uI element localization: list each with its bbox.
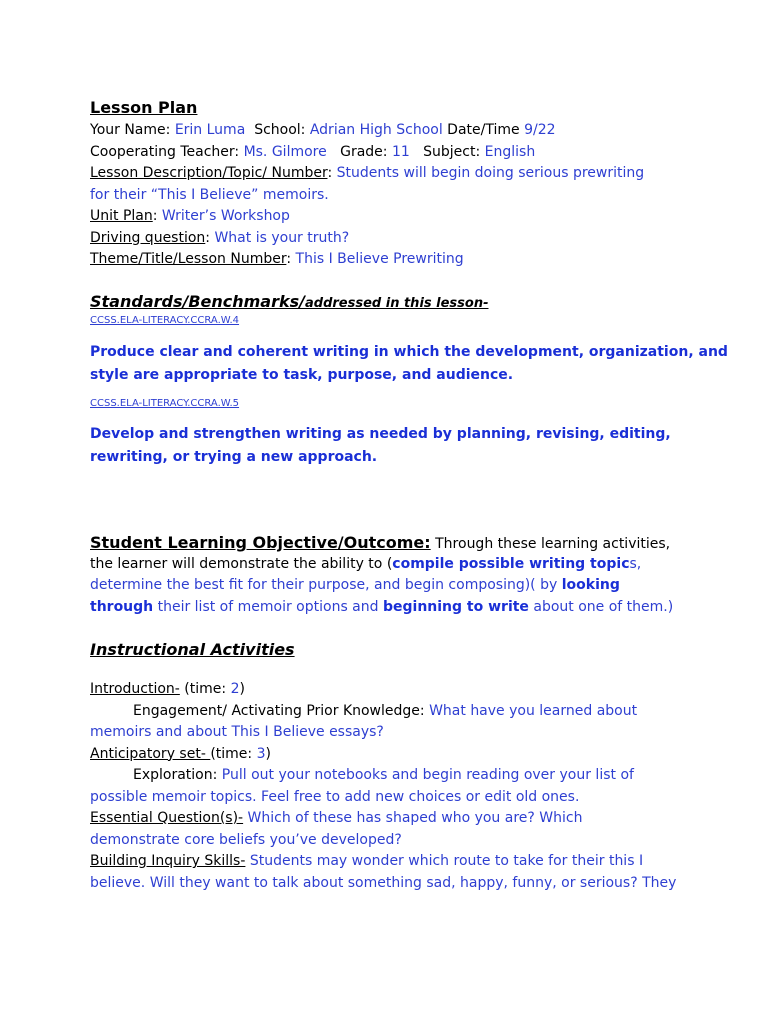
date-label: Date/Time <box>447 122 520 138</box>
anticipatory-label: Anticipatory set- <box>90 745 211 762</box>
lesson-plan-section <box>90 96 690 271</box>
essential-value-2: demonstrate core beliefs you’ve developed? <box>90 831 402 848</box>
cooperating-line <box>90 142 690 164</box>
objective-intro: Through these learning activities, <box>435 536 671 552</box>
activities-section <box>90 638 690 894</box>
school-label: School: <box>254 122 306 138</box>
objective-emphasis: looking <box>561 577 620 593</box>
unit-line: Unit Plan: Writer’s Workshop <box>90 208 290 224</box>
time-close: ) <box>239 681 245 697</box>
time-value: 3 <box>256 745 266 762</box>
cooperating-value: Ms. Gilmore <box>243 143 327 160</box>
objective-text: the learner will demonstrate the ability to ( <box>90 555 393 572</box>
objective-emphasis: beginning to write <box>382 598 529 615</box>
objective-emphasis: compile possible writing topic <box>392 555 630 572</box>
standards-heading: Standards/Benchmarks/ <box>90 292 305 311</box>
objective-text: about one of them.) <box>528 598 674 615</box>
theme-value: This I Believe Prewriting <box>295 251 464 267</box>
your-name-value: Erin Luma <box>174 122 246 138</box>
school-value: Adrian High School <box>309 122 443 138</box>
standard-text-line: style are appropriate to task, purpose, and audience. <box>90 367 514 383</box>
cooperating-label: Cooperating Teacher: <box>90 143 240 160</box>
time-value: 2 <box>230 681 240 697</box>
theme-label: Theme/Title/Lesson Number <box>90 251 287 267</box>
your-name-label: Your Name: <box>90 122 171 138</box>
unit-value: Writer’s Workshop <box>161 208 290 224</box>
time-close: ) <box>265 745 271 762</box>
standard-code-link[interactable]: CCSS.ELA-LITERACY.CCRA.W.5 <box>90 398 240 409</box>
introduction-label: Introduction- <box>90 681 180 697</box>
standard-text-line: Produce clear and coherent writing in which the development, organization, and <box>90 344 728 360</box>
activities-heading: Instructional Activities <box>90 640 295 659</box>
inquiry-label: Building Inquiry Skills- <box>90 853 246 869</box>
date-value: 9/22 <box>524 122 556 138</box>
exploration-value-1: Pull out your notebooks and begin reading over your list of <box>221 767 634 783</box>
engagement-value-1: What have you learned about <box>429 702 638 719</box>
name-line <box>90 120 690 142</box>
engagement-label: Engagement/ Activating Prior Knowledge: <box>133 702 430 719</box>
essential-label: Essential Question(s)- <box>90 810 244 826</box>
grade-value: 11 <box>391 143 410 160</box>
inquiry-value-1: Students may wonder which route to take for their this I <box>245 853 644 869</box>
standard-code-link[interactable]: CCSS.ELA-LITERACY.CCRA.W.4 <box>90 315 240 326</box>
driving-value: What is your truth? <box>214 229 350 246</box>
objective-text: s, <box>629 555 642 572</box>
driving-line: Driving question: What is your truth? <box>90 229 350 246</box>
time-label: (time: <box>210 745 257 762</box>
exploration-label: Exploration: <box>133 767 222 783</box>
subject-label: Subject: <box>423 143 481 160</box>
standards-section <box>90 291 728 469</box>
inquiry-value-2: believe. Will they want to talk about something sad, happy, funny, or serious? They <box>90 874 677 891</box>
objective-text: their list of memoir options and <box>153 598 383 615</box>
objective-heading: Student Learning Objective/Outcome: <box>90 533 431 552</box>
description-label: Lesson Description/Topic/ Number <box>90 165 328 181</box>
description-value-2: for their “This I Believe” memoirs. <box>90 186 329 203</box>
lesson-plan-title: Lesson Plan <box>90 98 198 117</box>
subject-value: English <box>484 143 536 160</box>
grade-label: Grade: <box>340 143 388 160</box>
exploration-value-2: possible memoir topics. Feel free to add new choices or edit old ones. <box>90 788 580 805</box>
standard-text-line: Develop and strengthen writing as needed by planning, revising, editing, <box>90 426 671 442</box>
objective-section <box>90 532 690 618</box>
standards-subheading: addressed in this lesson- <box>305 296 489 311</box>
standard-text-line: rewriting, or trying a new approach. <box>90 449 378 465</box>
driving-label: Driving question <box>90 229 206 246</box>
description-line: Lesson Description/Topic/ Number: Students will begin doing serious prewriting <box>90 165 645 181</box>
theme-line: Theme/Title/Lesson Number: This I Believe Prewriting <box>90 251 464 267</box>
objective-emphasis: through <box>90 598 154 615</box>
objective-text: determine the best fit for their purpose, and begin composing)( by <box>90 577 562 593</box>
description-value-1: Students will begin doing serious prewriting <box>336 165 645 181</box>
engagement-value-2: memoirs and about This I Believe essays? <box>90 724 384 740</box>
unit-label: Unit Plan <box>90 208 153 224</box>
time-label: (time: <box>179 681 231 697</box>
essential-value-1: Which of these has shaped who you are? Which <box>243 810 583 826</box>
